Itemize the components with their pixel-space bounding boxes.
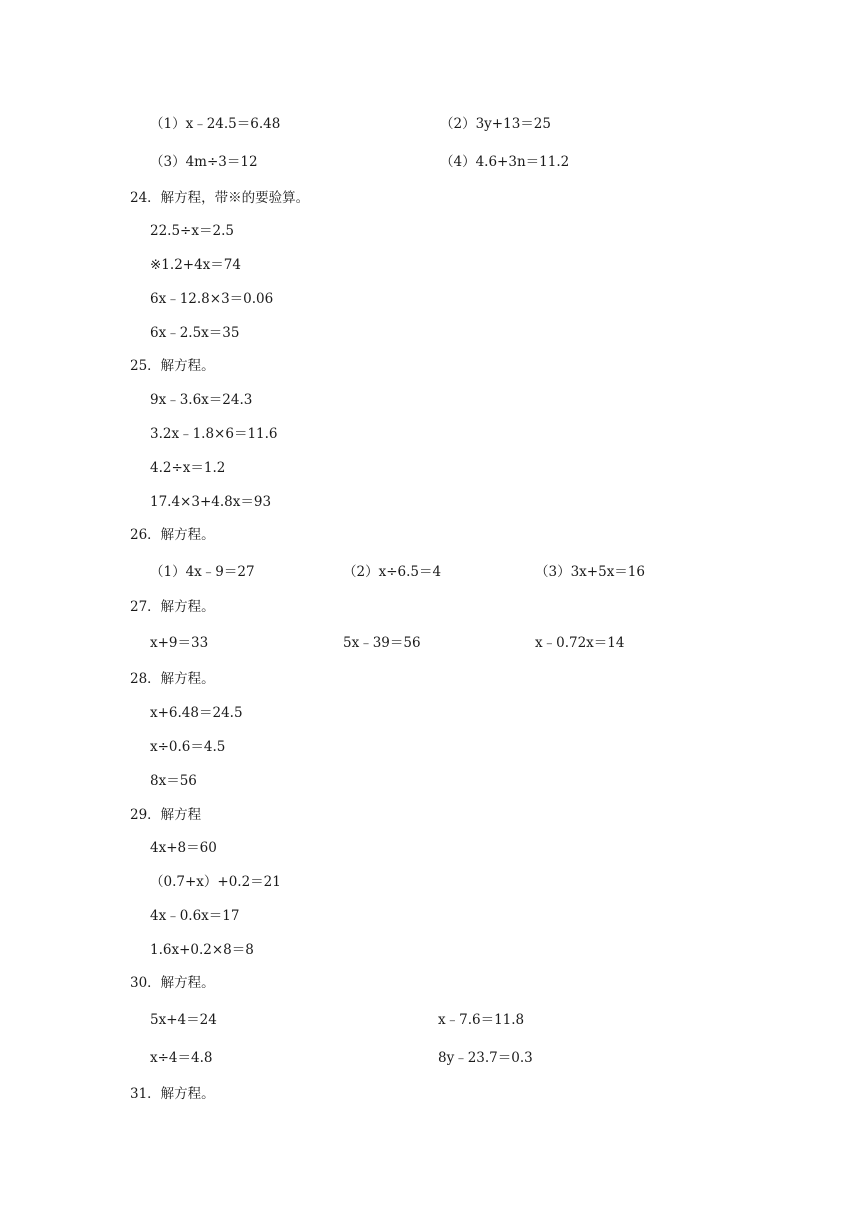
equation: 4x+8＝60: [150, 840, 217, 856]
equation: 5x+4＝24: [150, 1012, 217, 1028]
question-title: 24．解方程，带※的要验算。: [130, 190, 310, 206]
equation: x+6.48＝24.5: [150, 705, 243, 721]
equation: （4）4.6+3n＝11.2: [440, 154, 570, 170]
equation: 17.4×3+4.8x＝93: [150, 494, 272, 510]
equation: （1）4x﹣9＝27: [150, 564, 255, 580]
equation: （0.7+x）+0.2＝21: [150, 874, 281, 890]
equation: 1.6x+0.2×8＝8: [150, 942, 254, 958]
equation: x﹣7.6＝11.8: [438, 1012, 525, 1028]
equation: 3.2x﹣1.8×6＝11.6: [150, 426, 278, 442]
question-title: 30．解方程。: [130, 975, 215, 991]
equation: 8y﹣23.7＝0.3: [438, 1050, 533, 1066]
question-title: 31．解方程。: [130, 1086, 215, 1102]
equation: 6x﹣12.8×3＝0.06: [150, 291, 274, 307]
question-title: 27．解方程。: [130, 599, 215, 615]
equation: （2）3y+13＝25: [440, 116, 551, 132]
equation: ※1.2+4x＝74: [150, 257, 241, 273]
question-title: 28．解方程。: [130, 671, 215, 687]
question-title: 26．解方程。: [130, 527, 215, 543]
equation: （2）x÷6.5＝4: [343, 564, 442, 580]
equation: 4.2÷x＝1.2: [150, 460, 226, 476]
equation: 9x﹣3.6x＝24.3: [150, 392, 253, 408]
equation: （3）4m÷3＝12: [150, 154, 258, 170]
question-title: 25．解方程。: [130, 358, 215, 374]
equation: x÷0.6＝4.5: [150, 739, 226, 755]
equation: 8x＝56: [150, 773, 197, 789]
equation: 6x﹣2.5x＝35: [150, 325, 240, 341]
equation: x﹣0.72x＝14: [535, 635, 625, 651]
equation: 4x﹣0.6x＝17: [150, 908, 240, 924]
equation: x÷4＝4.8: [150, 1050, 213, 1066]
equation: （3）3x+5x＝16: [535, 564, 645, 580]
equation: （1）x﹣24.5＝6.48: [150, 116, 281, 132]
equation: x+9＝33: [150, 635, 209, 651]
equation: 22.5÷x＝2.5: [150, 223, 234, 239]
question-title: 29．解方程: [130, 807, 202, 823]
equation: 5x﹣39＝56: [343, 635, 421, 651]
